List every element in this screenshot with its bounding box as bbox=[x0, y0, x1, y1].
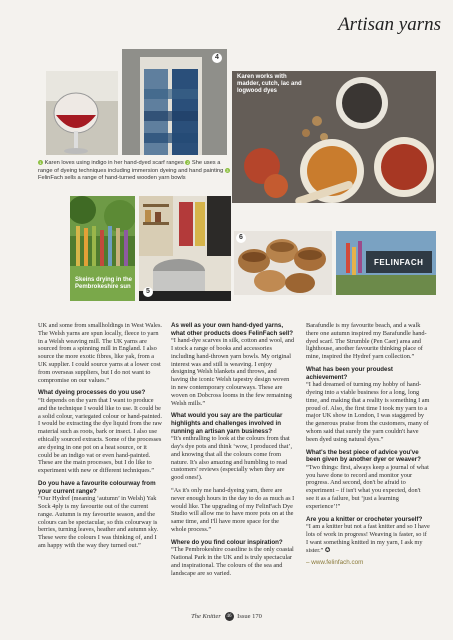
interview-question: What would you say are the particular highlights and challenges involved in running an artisan yarn business? bbox=[171, 412, 283, 435]
interview-question: Are you a knitter or crocheter yourself? bbox=[306, 515, 423, 523]
photo-number-badge: 5 bbox=[143, 287, 153, 297]
article-paragraph: “The Pembrokeshire coastline is the only coastal National Park in the UK and is truly spectacular and inspirational. The colours of the sea and landscape are so varied. bbox=[171, 546, 294, 577]
photo-number-badge: 6 bbox=[236, 233, 246, 243]
article-column-2 bbox=[171, 322, 295, 582]
photo-indigo-dye-glass bbox=[46, 71, 118, 155]
article-paragraph: “It's enthralling to look at the colours from that day's dye pots and think ‘wow, I produced that’, and knowing that all the colours come from nature. It's also amazing and humbling to read customers' reviews (especially when they are good ones!). bbox=[171, 435, 293, 482]
page-title: Artisan yarns bbox=[338, 14, 441, 35]
caption-marker: 3 bbox=[226, 167, 229, 173]
article-paragraph: “As it's only me hand-dyeing yarn, there are never enough hours in the day to do as much as I would like. The upgrading of my FelinFach Dye Studio will allow me to have more pots on at the same time, and I'll have more space for the whole process.” bbox=[171, 486, 295, 533]
page-number: 46 bbox=[226, 614, 232, 619]
article-paragraph: Barafundle is my favourite beach, and a walk there one autumn inspired my Barafundle hand-dyed scarf. The Strumble (Pen Caer) area and lighthouse, another favourite thinking place of mine, inspired the Hydref yarn collection.” bbox=[306, 322, 427, 361]
closing-paragraph: “I am a knitter but not a fast knitter and so I have lots of work in progress! Weaving is faster, so if I want something knitted in my yarn, I ask my sister.” bbox=[306, 523, 430, 554]
photo-overlay-caption: Karen works with madder, cutch, lac and logwood dyes bbox=[237, 74, 302, 94]
article-paragraph: “It depends on the yarn that I want to produce and the technique I would like to use. It could be a solid colour, variegated colour or hand-painted. I would be extracting the dye liquid from the raw material such as roots, bark or insect. I also use ethically sourced extracts. Some of the processes are dyeing in one pot on a heat source, or it could be an indigo vat or even hand-painted. These are the main processes, but I do like to experiment with new or different techniques.” bbox=[38, 396, 162, 475]
felinfach-sign-text: FELINFACH bbox=[374, 258, 424, 267]
photo-wooden-yarn-bowls bbox=[234, 231, 332, 295]
article-paragraph: “Our Hydref (meaning ‘autumn’ in Welsh) Yak Sock 4ply is my favourite out of the current range. Autumn is my favourite season, and the colours can be spectacular, so this colourway is berries, turning leaves, heather and autumn sky. These were the colours I was thinking of, and I am happy with the way they turned out.” bbox=[38, 495, 159, 549]
website-link[interactable]: – www.felinfach.com bbox=[306, 559, 364, 567]
photo-overlay-caption: Skeins drying in the Pembrokeshire sun bbox=[75, 277, 133, 290]
photo-indigo-scarves bbox=[122, 49, 227, 155]
photo-number-badge: 4 bbox=[212, 53, 222, 63]
website-url[interactable]: www.felinfach.com bbox=[311, 559, 364, 567]
caption-marker: 1 bbox=[39, 160, 42, 165]
interview-question: What has been your proudest achievement? bbox=[306, 365, 393, 381]
photo-captions bbox=[38, 160, 236, 183]
issue-number: Issue 170 bbox=[237, 612, 262, 620]
article-paragraph: “I hand-dye scarves in silk, cotton and wool, and I stock a range of books and accessories including hand-thrown yarn bowls. My original interest was and still is weaving. I enjoy designing Welsh blankets and throws, and having the iconic Welsh tapestry design woven in new contemporary colourways. These are woven on Dobcross looms in the few remaining Welsh mills.” bbox=[171, 337, 295, 407]
article-paragraph: “I had dreamed of turning my hobby of hand-dyeing into a viable business for a long, long time, and making that a reality is something I am proud of. Also, the first time I took my yarn to a major UK show in London, I was staggered by the generous praise from the customers, many of whom said that surely the yarn couldn't have been dyed using natural dyes.” bbox=[306, 381, 430, 443]
caption-text: She uses a range of dyeing techniques including immersion dyeing and hand painting bbox=[38, 160, 224, 174]
article-paragraph: UK and some from smallholdings in West Wales. The Welsh yarns are spun locally, fleece to yarn in a Welsh weaving mill. The UK yarns are sourced from a spinning mill in England. I also source the more exotic fibres, like yak, from a UK supplier. I could source yarns at a lower cost from overseas suppliers, but I do not want to compromise on our values.” bbox=[38, 322, 162, 384]
interview-question: Do you have a favourite colourway from your current range? bbox=[38, 479, 156, 495]
page-footer bbox=[0, 612, 453, 621]
photo-felinfach-sign bbox=[336, 231, 436, 295]
article-paragraph bbox=[306, 523, 430, 554]
magazine-name: The Knitter bbox=[191, 612, 221, 620]
photo-skeins-drying bbox=[70, 196, 135, 301]
photo-natural-dyes bbox=[232, 71, 436, 203]
interview-question: Where do you find colour inspiration? bbox=[171, 538, 283, 546]
interview-question: As well as your own hand-dyed yarns, what other products does FelinFach sell? bbox=[171, 322, 294, 337]
end-mark-icon: ✪ bbox=[324, 546, 331, 554]
caption-text: Karen loves using indigo in her hand-dyed scarf ranges bbox=[44, 160, 184, 166]
article-paragraph: “Two things: first, always keep a journal of what you have done to record and monitor your progress. And second, don't be afraid to experiment – if isn't what you expected, don't see it as a failure, but ‘just a learning experience’!” bbox=[306, 463, 429, 510]
interview-question: What's the best piece of advice you've been given by another dyer or weaver? bbox=[306, 448, 421, 464]
caption-text: FelinFach sells a range of hand-turned wooden yarn bowls bbox=[38, 175, 186, 182]
article-column-3 bbox=[306, 322, 430, 572]
caption-marker: 2 bbox=[186, 160, 189, 165]
article-column-1 bbox=[38, 322, 162, 555]
photo-dye-studio bbox=[139, 196, 231, 301]
interview-question: What dyeing processes do you use? bbox=[38, 389, 146, 397]
